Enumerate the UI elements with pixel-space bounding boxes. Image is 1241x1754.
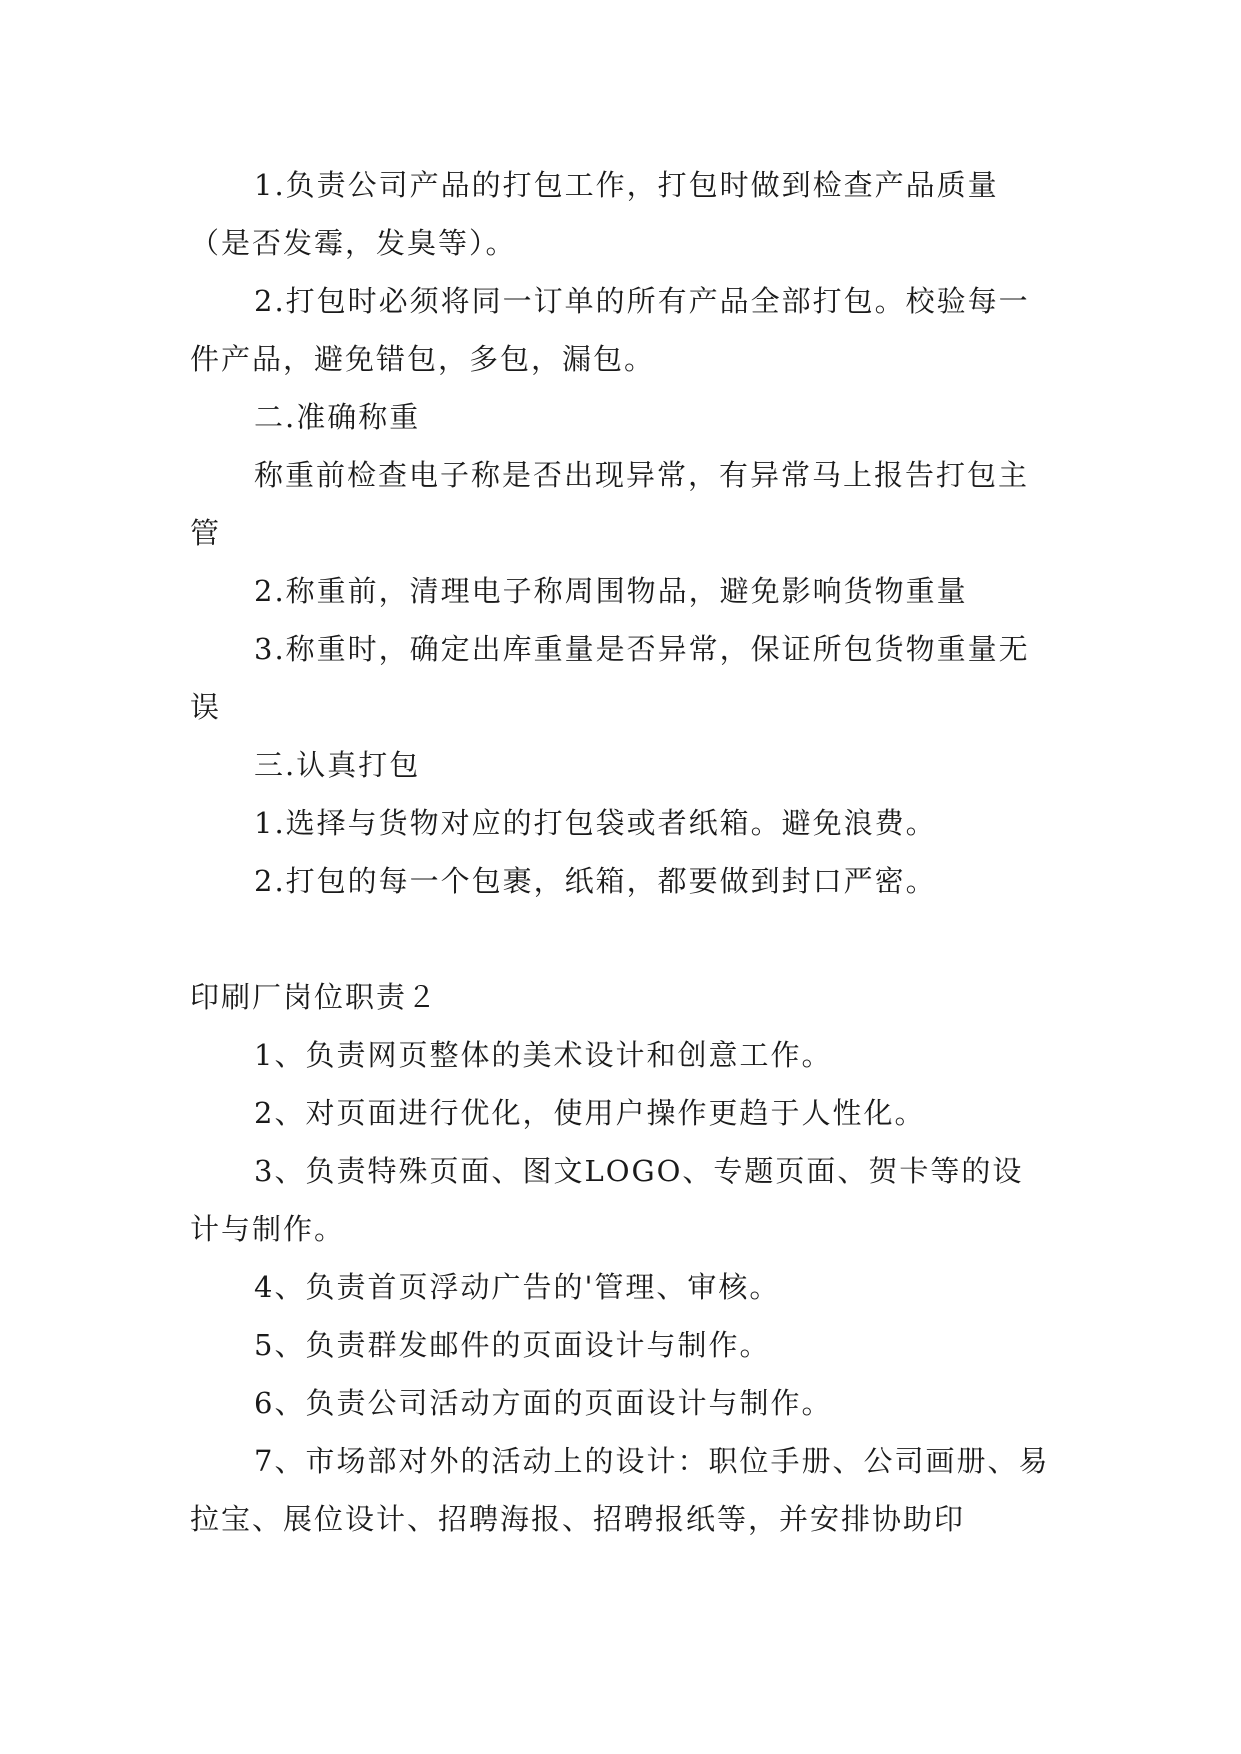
paragraph-check-scale: 称重前检查电子称是否出现异常，有异常马上报告打包主管 xyxy=(190,458,1030,550)
duty-item-3: 3、负责特殊页面、图文LOGO、专题页面、贺卡等的设计与制作。 xyxy=(190,1154,1024,1246)
paragraph-packing-quality: 1.负责公司产品的打包工作，打包时做到检查产品质量（是否发霉，发臭等）。 xyxy=(190,168,999,260)
duty-item-2: 2、对页面进行优化，使用户操作更趋于人性化。 xyxy=(254,1096,926,1130)
paragraph-choose-packaging: 1.选择与货物对应的打包袋或者纸箱。避免浪费。 xyxy=(254,806,937,840)
duty-item-5: 5、负责群发邮件的页面设计与制作。 xyxy=(254,1328,771,1362)
section-spacer xyxy=(190,910,1052,968)
paragraph-seal-packages: 2.打包的每一个包裹，纸箱，都要做到封口严密。 xyxy=(254,864,937,898)
document-body xyxy=(190,156,1052,1548)
duty-item-6: 6、负责公司活动方面的页面设计与制作。 xyxy=(254,1386,833,1420)
heading-careful-packing: 三.认真打包 xyxy=(254,748,421,782)
duty-item-1: 1、负责网页整体的美术设计和创意工作。 xyxy=(254,1038,833,1072)
duty-item-7: 7、市场部对外的活动上的设计：职位手册、公司画册、易拉宝、展位设计、招聘海报、招聘报纸等，并安排协助印 xyxy=(190,1444,1050,1536)
paragraph-pack-full-order: 2.打包时必须将同一订单的所有产品全部打包。校验每一件产品，避免错包，多包，漏包。 xyxy=(190,284,1030,376)
section-title: 印刷厂岗位职责２ xyxy=(190,980,439,1014)
paragraph-confirm-weight: 3.称重时，确定出库重量是否异常，保证所包货物重量无误 xyxy=(190,632,1030,724)
heading-accurate-weighing: 二.准确称重 xyxy=(254,400,421,434)
duty-item-4: 4、负责首页浮动广告的'管理、审核。 xyxy=(254,1270,781,1304)
paragraph-clear-scale-area: 2.称重前，清理电子称周围物品，避免影响货物重量 xyxy=(254,574,968,608)
